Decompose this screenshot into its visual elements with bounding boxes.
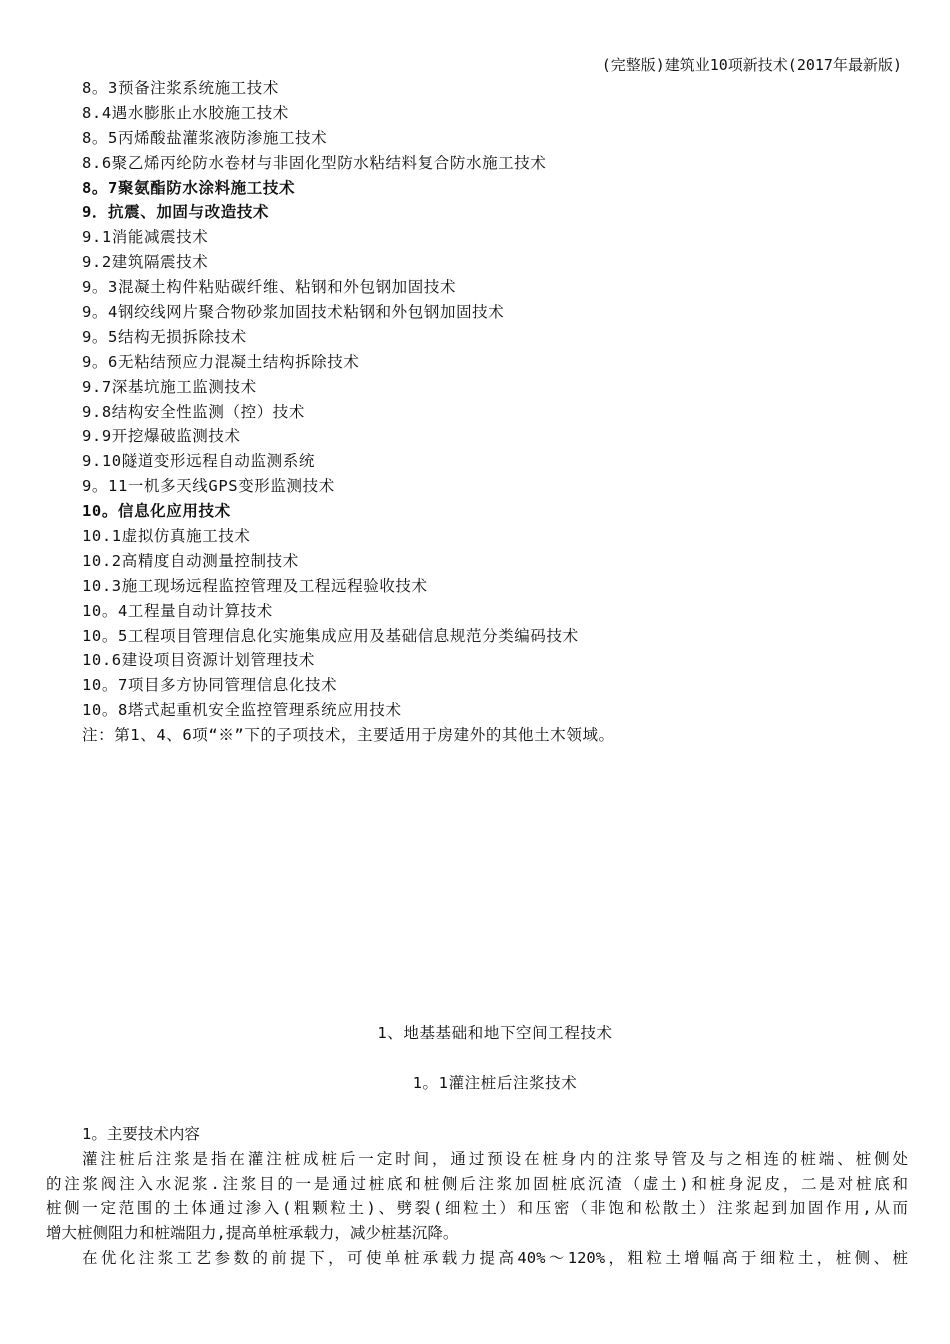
toc-item-10-8: 10。8塔式起重机安全监控管理系统应用技术 bbox=[82, 701, 402, 720]
toc-item-8-7: 8。7聚氨酯防水涂料施工技术 bbox=[82, 178, 296, 197]
toc-item-8-4: 8.4遇水膨胀止水胶施工技术 bbox=[82, 103, 289, 122]
toc-item-9-4: 9。4钢绞线网片聚合物砂浆加固技术粘钢和外包钢加固技术 bbox=[82, 303, 505, 322]
page-header: (完整版)建筑业10项新技术(2017年最新版) bbox=[601, 56, 902, 74]
toc-item-10-2: 10.2高精度自动测量控制技术 bbox=[82, 551, 299, 570]
toc-item-10-5: 10。5工程项目管理信息化实施集成应用及基础信息规范分类编码技术 bbox=[82, 626, 579, 645]
toc-item-9-7: 9.7深基坑施工监测技术 bbox=[82, 377, 257, 396]
toc-item-10-3: 10.3施工现场远程监控管理及工程远程验收技术 bbox=[82, 576, 428, 595]
paragraph-line: 灌注桩后注浆是指在灌注桩成桩后一定时间，通过预设在桩身内的注浆导管及与之相连的桩端、桩侧处 bbox=[82, 1149, 908, 1168]
toc-item-10-4: 10。4工程量自动计算技术 bbox=[82, 601, 273, 620]
body-text bbox=[46, 1122, 908, 1271]
section-subtitle: 1。1灌注桩后注浆技术 bbox=[412, 1074, 578, 1092]
paragraph-line: 的注浆阀注入水泥浆.注浆目的一是通过桩底和桩侧后注浆加固桩底沉渣（虚土)和桩身泥皮，二是对桩底和 bbox=[46, 1174, 908, 1193]
toc-item-9-6: 9。6无粘结预应力混凝土结构拆除技术 bbox=[82, 352, 360, 371]
toc-item-9-1: 9.1消能减震技术 bbox=[82, 228, 209, 247]
paragraph-line: 在优化注浆工艺参数的前提下，可使单桩承载力提高40%～120%，粗粒土增幅高于细粒土，桩侧、桩 bbox=[82, 1248, 908, 1267]
toc-note: 注：第1、4、6项“※”下的子项技术，主要适用于房建外的其他土木领域。 bbox=[82, 726, 615, 745]
toc-item-9-3: 9。3混凝土构件粘贴碳纤维、粘钢和外包钢加固技术 bbox=[82, 278, 457, 297]
toc-item-10-7: 10。7项目多方协同管理信息化技术 bbox=[82, 676, 338, 695]
toc-item-9-10: 9.10隧道变形远程自动监测系统 bbox=[82, 452, 315, 471]
toc-item-9-9: 9.9开挖爆破监测技术 bbox=[82, 427, 241, 446]
toc-item-8-5: 8。5丙烯酸盐灌浆液防渗施工技术 bbox=[82, 128, 328, 147]
toc-item-8-3: 8。3预备注浆系统施工技术 bbox=[82, 79, 279, 97]
toc-heading-9: 9．抗震、加固与改造技术 bbox=[82, 203, 270, 222]
toc-item-8-6: 8.6聚乙烯丙纶防水卷材与非固化型防水粘结料复合防水施工技术 bbox=[82, 153, 547, 172]
paragraph-line: 桩侧一定范围的土体通过渗入(粗颗粒土)、劈裂(细粒土）和压密（非饱和松散土）注浆起到加固作用,从而 bbox=[46, 1199, 908, 1218]
table-of-contents bbox=[82, 76, 922, 748]
toc-item-9-5: 9。5结构无损拆除技术 bbox=[82, 327, 247, 346]
body-heading: 1。主要技术内容 bbox=[82, 1125, 200, 1143]
toc-item-9-8: 9.8结构安全性监测（控）技术 bbox=[82, 402, 305, 421]
toc-heading-10: 10。信息化应用技术 bbox=[82, 502, 231, 521]
toc-item-10-6: 10.6建设项目资源计划管理技术 bbox=[82, 651, 315, 670]
paragraph-line: 增大桩侧阻力和桩端阻力,提高单桩承载力，减少桩基沉降。 bbox=[46, 1224, 459, 1243]
section-title: 1、地基基础和地下空间工程技术 bbox=[377, 1024, 613, 1042]
toc-item-10-1: 10.1虚拟仿真施工技术 bbox=[82, 527, 251, 546]
toc-item-9-2: 9.2建筑隔震技术 bbox=[82, 253, 209, 272]
toc-item-9-11: 9。11一机多天线GPS变形监测技术 bbox=[82, 477, 335, 496]
